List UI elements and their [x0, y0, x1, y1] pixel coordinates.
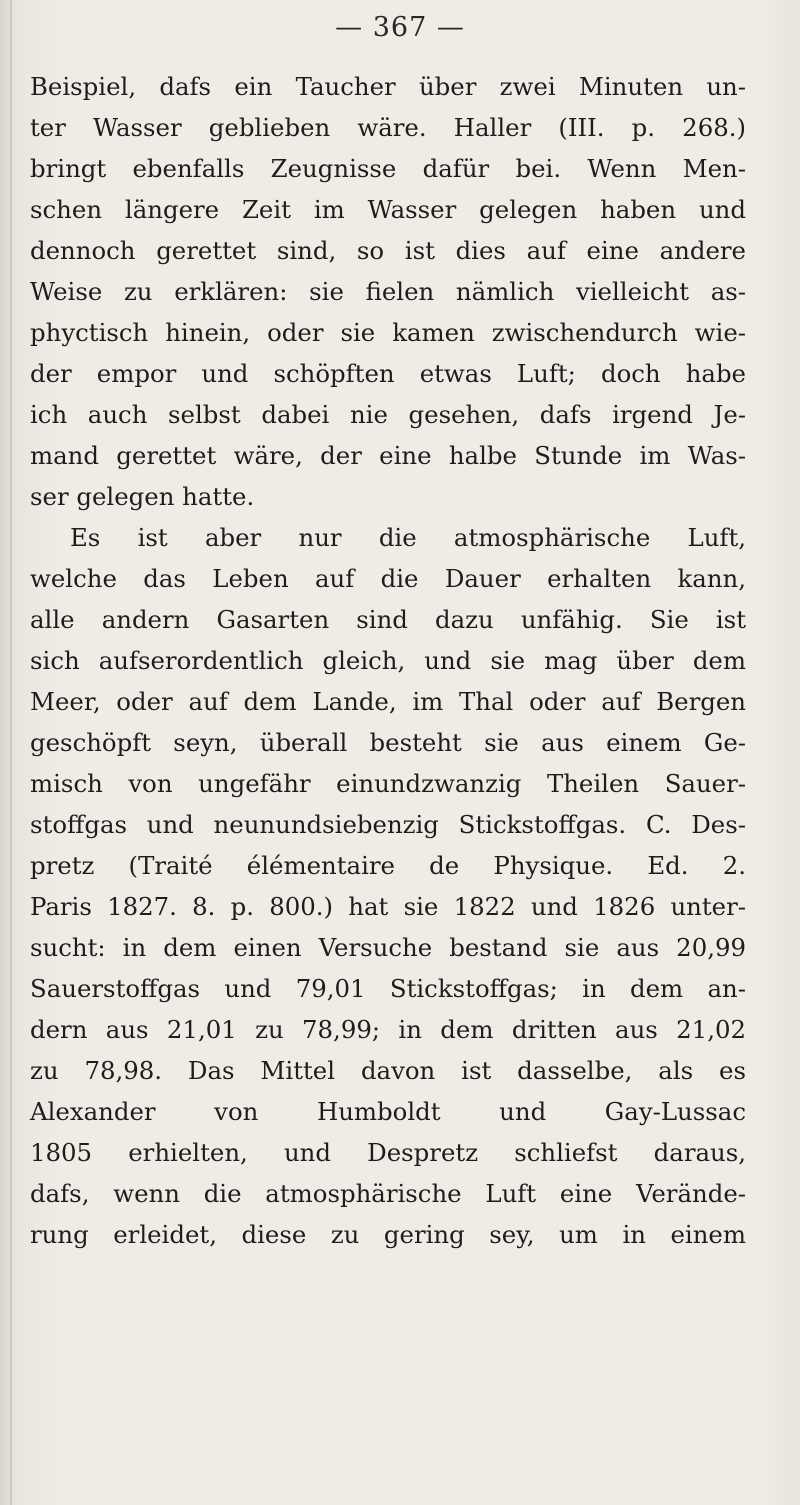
text-line: welche das Leben auf die Dauer erhalten kann, — [30, 564, 746, 593]
text-line: sich aufserordentlich gleich, und sie mag über dem — [30, 646, 746, 675]
text-line: dafs, wenn die atmosphärische Luft eine Verände- — [30, 1179, 746, 1208]
text-line: rung erleidet, diese zu gering sey, um in einem — [30, 1220, 746, 1249]
text-line: Alexander von Humboldt und Gay-Lussac — [30, 1097, 746, 1126]
text-line: zu 78,98. Das Mittel davon ist dasselbe, als es — [30, 1056, 746, 1085]
text-line: Paris 1827. 8. p. 800.) hat sie 1822 und 1826 unter- — [30, 892, 746, 921]
text-line: stoffgas und neunundsiebenzig Stickstoffgas. C. Des- — [30, 810, 746, 839]
text-line: pretz (Traité élémentaire de Physique. Ed. 2. — [30, 851, 746, 880]
text-line: Sauerstoffgas und 79,01 Stickstoffgas; in dem an- — [30, 974, 746, 1003]
text-line: Weise zu erklären: sie fielen nämlich vielleicht as- — [30, 277, 746, 306]
text-line: dennoch gerettet sind, so ist dies auf eine andere — [30, 236, 746, 265]
text-line: ter Wasser geblieben wäre. Haller (III. p. 268.) — [30, 113, 746, 142]
text-line: geschöpft seyn, überall besteht sie aus einem Ge- — [30, 728, 746, 757]
text-line: 1805 erhielten, und Despretz schliefst daraus, — [30, 1138, 746, 1167]
text-line: Beispiel, dafs ein Taucher über zwei Minuten un- — [30, 72, 746, 101]
page-number-header: — 367 — — [335, 12, 465, 43]
text-line: misch von ungefähr einundzwanzig Theilen Sauer- — [30, 769, 746, 798]
text-line: ich auch selbst dabei nie gesehen, dafs irgend Je- — [30, 400, 746, 429]
text-line: dern aus 21,01 zu 78,99; in dem dritten aus 21,02 — [30, 1015, 746, 1044]
text-line: ser gelegen hatte. — [30, 482, 255, 511]
text-line: alle andern Gasarten sind dazu unfähig. Sie ist — [30, 605, 746, 634]
body-text — [30, 66, 746, 1255]
text-line: bringt ebenfalls Zeugnisse dafür bei. Wenn Men- — [30, 154, 746, 183]
text-line: schen längere Zeit im Wasser gelegen haben und — [30, 195, 746, 224]
paragraph-start-line: Es ist aber nur die atmosphärische Luft, — [70, 523, 746, 552]
text-line: phyctisch hinein, oder sie kamen zwischendurch wie- — [30, 318, 746, 347]
text-line: sucht: in dem einen Versuche bestand sie aus 20,99 — [30, 933, 746, 962]
binding-gutter — [10, 0, 12, 1505]
text-line: der empor und schöpften etwas Luft; doch habe — [30, 359, 746, 388]
text-line: mand gerettet wäre, der eine halbe Stunde im Was- — [30, 441, 746, 470]
text-line: Meer, oder auf dem Lande, im Thal oder auf Bergen — [30, 687, 746, 716]
